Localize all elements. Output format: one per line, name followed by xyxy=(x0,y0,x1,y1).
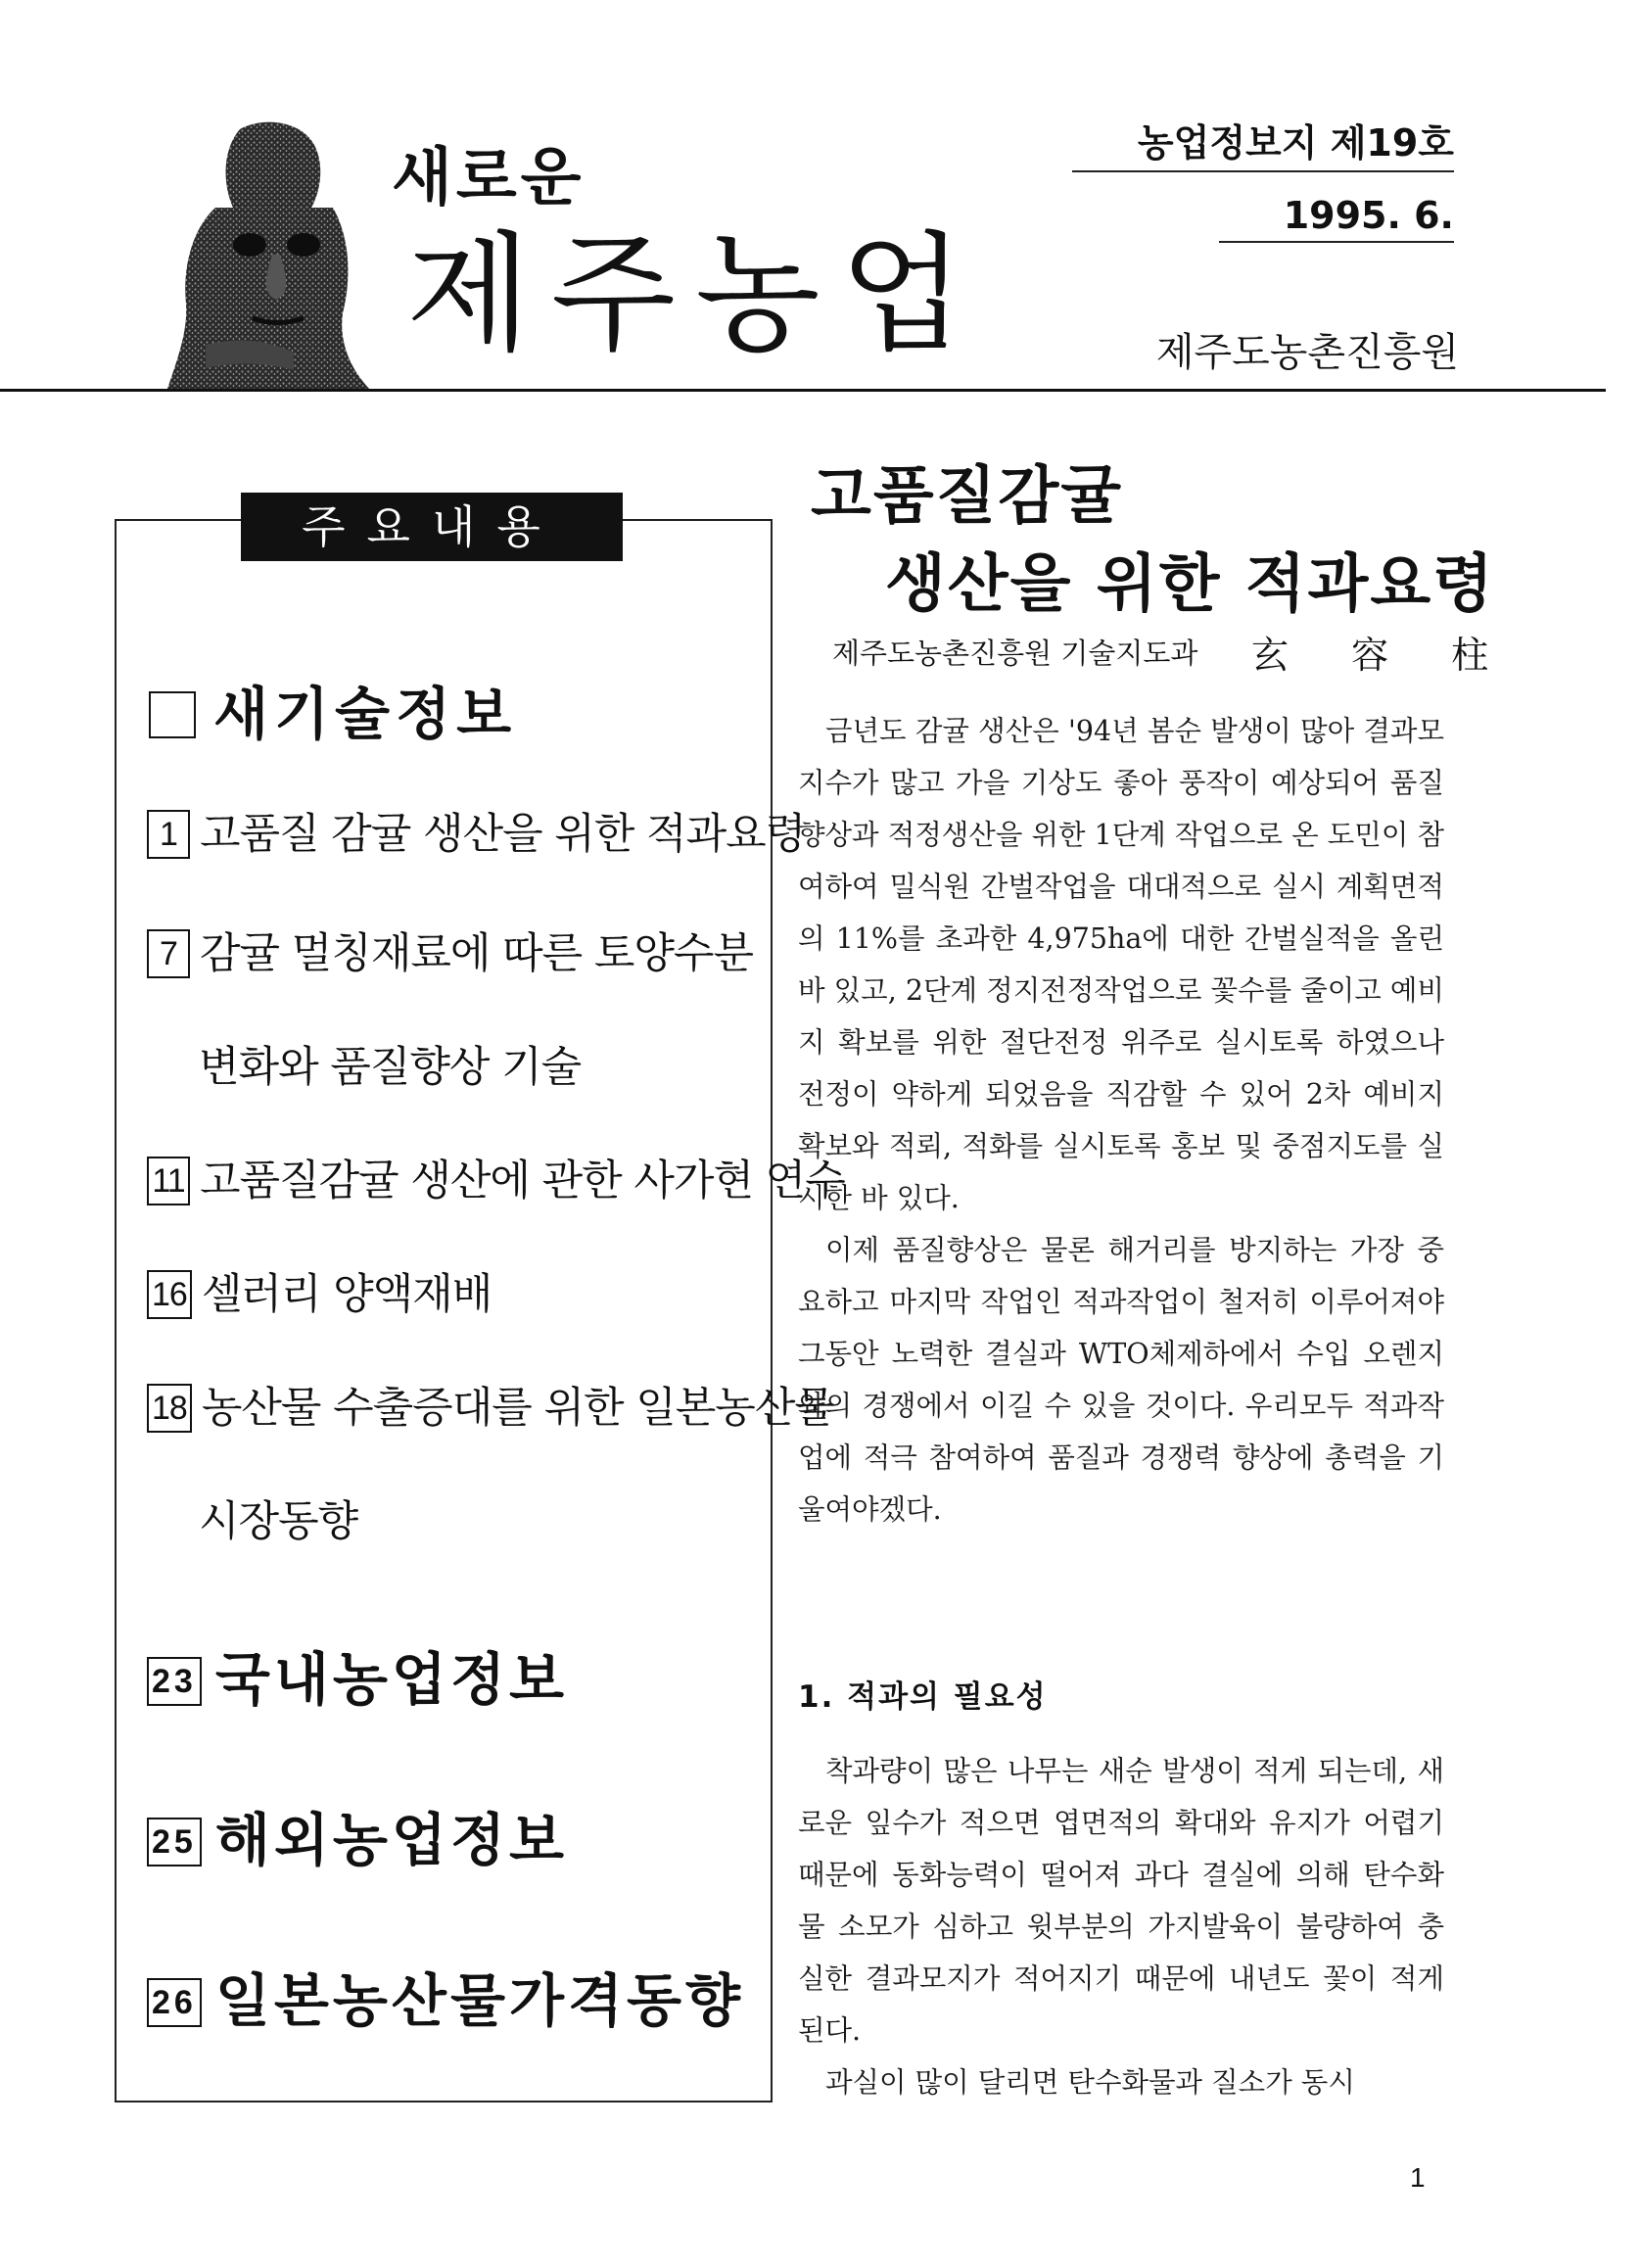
masthead-divider xyxy=(0,389,1606,392)
toc-item-text: 셀러리 양액재배 xyxy=(201,1270,492,1319)
paragraph: 과실이 많이 달리면 탄수화물과 질소가 동시 xyxy=(825,2066,1355,2099)
dolharubang-stone-statue-icon xyxy=(147,118,392,392)
toc-item-text: 고품질 감귤 생산을 위한 적과요령 xyxy=(200,810,806,859)
toc-major-item[interactable] xyxy=(147,1633,568,1716)
toc-item[interactable] xyxy=(147,801,805,861)
page-number-box: 26 xyxy=(147,1978,202,2027)
paragraph: 착과량이 많은 나무는 새순 발생이 적게 되는데, 새로운 잎수가 적으면 엽면적의 확대와 유지가 어렵기 때문에 동화능력이 떨어져 과다 결실에 의해 탄수화물 소모가 심하고 윗부분의 가지발육이 불량하여 충실한 결과모지가 적어지기 때문에 내년도 꽃이 적게 된다. xyxy=(798,1755,1444,2047)
toc-item-text: 고품질감귤 생산에 관한 사가현 연수 xyxy=(200,1157,845,1205)
byline-organization: 제주도농촌진흥원 기술지도과 xyxy=(832,637,1198,670)
byline-author: 玄 容 柱 xyxy=(1251,634,1515,677)
toc-item[interactable] xyxy=(147,921,753,980)
page-number: 1 xyxy=(1410,2162,1426,2193)
toc-major-text: 국내농업정보 xyxy=(214,1646,568,1713)
page-number-box: 18 xyxy=(147,1384,192,1433)
section-1-body xyxy=(798,1745,1444,2108)
toc-item[interactable] xyxy=(147,1148,845,1207)
issue-date: 1995. 6. xyxy=(1219,194,1454,243)
toc-item-continuation: 변화와 품질향상 기술 xyxy=(199,1043,582,1092)
masthead-subtitle: 새로운 xyxy=(392,142,586,214)
contents-heading: 주요내용 xyxy=(241,493,623,561)
article-title-line-1: 고품질감귤 xyxy=(811,460,1124,533)
page-number-box: 1 xyxy=(147,810,190,859)
toc-major-item[interactable] xyxy=(147,1794,568,1876)
section-title-text: 새기술정보 xyxy=(213,681,518,747)
checkbox-icon xyxy=(149,691,196,738)
page-number-box: 23 xyxy=(147,1657,202,1706)
section-title-new-technology xyxy=(149,668,517,750)
page-number-box: 16 xyxy=(147,1270,192,1319)
toc-item-text: 감귤 멀칭재료에 따른 토양수분 xyxy=(200,929,753,978)
page-number-box: 11 xyxy=(147,1157,190,1205)
toc-major-item[interactable] xyxy=(147,1955,744,2037)
article-intro xyxy=(798,705,1444,1536)
page-number-box: 7 xyxy=(147,929,190,978)
article-title-line-2: 생산을 위한 적과요령 xyxy=(885,548,1495,621)
publisher-name: 제주도농촌진흥원 xyxy=(1155,330,1459,375)
toc-item-text: 농산물 수출증대를 위한 일본농산물 xyxy=(201,1384,834,1433)
paragraph: 이제 품질향상은 물론 해거리를 방지하는 가장 중요하고 마지막 작업인 적과작업이 철저히 이루어져야 그동안 노력한 결실과 WTO체제하에서 수입 오렌지와의 경쟁에서 이길 수 있을 것이다. 우리모두 적과작업에 적극 참여하여 품질과 경쟁력 향상에 총력을 기울여야겠다. xyxy=(798,1234,1444,1526)
masthead-title: 제주농업 xyxy=(406,219,985,370)
toc-item-continuation: 시장동향 xyxy=(199,1497,358,1546)
toc-item[interactable] xyxy=(147,1375,834,1435)
toc-major-text: 해외농업정보 xyxy=(214,1807,568,1873)
paragraph: 금년도 감귤 생산은 '94년 봄순 발생이 많아 결과모지수가 많고 가을 기상도 좋아 풍작이 예상되어 품질향상과 적정생산을 위한 1단계 작업으로 온 도민이 참여하여 밀식원 간벌작업을 대대적으로 실시 계획면적의 11%를 초과한 4,975ha에 대한 간벌실적을 올린바 있고, 2단계 정지전정작업으로 꽃수를 줄이고 예비지 확보를 위한 절단전정 위주로 실시토록 하였으나 전정이 약하게 되었음을 직감할 수 있어 2차 예비지 확보와 적뢰, 적화를 실시토록 홍보 및 중점지도를 실시한 바 있다. xyxy=(798,715,1444,1214)
page-number-box: 25 xyxy=(147,1818,202,1866)
issue-number: 농업정보지 제19호 xyxy=(1072,113,1454,172)
toc-item[interactable] xyxy=(147,1261,492,1321)
section-heading: 1. 적과의 필요성 xyxy=(798,1679,1048,1715)
toc-major-text: 일본농산물가격동향 xyxy=(214,1967,745,2034)
